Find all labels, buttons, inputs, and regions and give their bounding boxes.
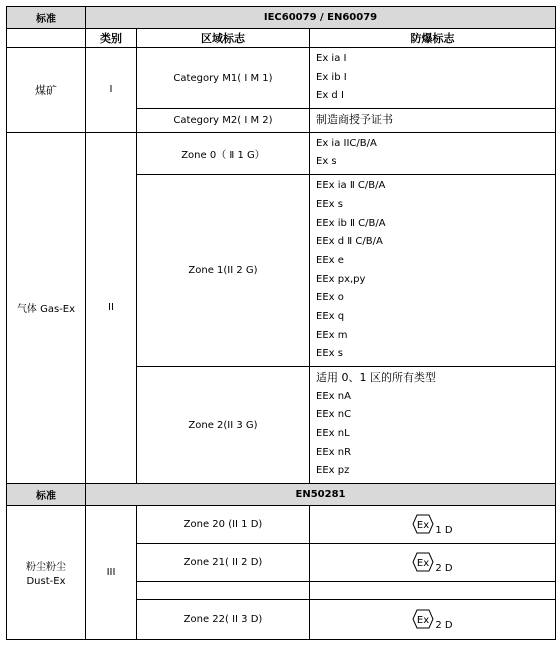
- dust-label-en: Dust-Ex: [26, 576, 66, 588]
- mark-line: EEx nL: [316, 428, 350, 440]
- mark-line: EEx o: [316, 292, 344, 304]
- category-column-header: 类别: [86, 29, 137, 48]
- mark-line: EEx ib Ⅱ C/B/A: [316, 217, 386, 229]
- dust-label: [7, 506, 86, 640]
- zone-column-header: 区域标志: [137, 29, 310, 48]
- explosion-protection-table: [6, 6, 556, 640]
- dust-label-cn: 粉尘粉尘: [26, 562, 66, 574]
- ex-subscript: 2 D: [435, 562, 453, 574]
- zone-cell: Zone 20 (II 1 D): [137, 506, 310, 544]
- mark-cell: [310, 48, 556, 109]
- mark-column-header: 防爆标志: [310, 29, 556, 48]
- standard-label: 标准: [7, 7, 86, 29]
- mark-line: EEx ia Ⅱ C/B/A: [316, 180, 386, 192]
- standard-label: 标准: [7, 484, 86, 506]
- mark-cell: [310, 367, 556, 484]
- zone-cell: Zone 0（ Ⅱ 1 G）: [137, 132, 310, 174]
- table-row: [7, 132, 556, 174]
- coal-category: I: [86, 48, 137, 133]
- mark-cell: [310, 506, 556, 544]
- table-row: [7, 48, 556, 109]
- zone-cell: Zone 2(II 3 G): [137, 367, 310, 484]
- mark-line: Ex ia IIC/B/A: [316, 137, 377, 149]
- mark-line: 适用 0、1 区的所有类型: [316, 371, 436, 384]
- mark-line: EEx s: [316, 198, 343, 210]
- gas-category: II: [86, 132, 137, 483]
- mark-line: EEx nA: [316, 390, 351, 402]
- standard-header-row: [7, 484, 556, 506]
- table-row: [7, 506, 556, 544]
- mark-line: Ex s: [316, 156, 337, 168]
- ex-hexagon-icon: [412, 552, 434, 572]
- ex-subscript: 1 D: [435, 524, 453, 536]
- zone-cell: Zone 21( II 2 D): [137, 544, 310, 582]
- zone-cell: Zone 22( II 3 D): [137, 600, 310, 640]
- mark-line: EEx pz: [316, 465, 350, 477]
- mark-line: Ex ib Ⅰ: [316, 71, 347, 83]
- mark-line: EEx m: [316, 329, 348, 341]
- mark-cell: [310, 544, 556, 582]
- mark-line: EEx nC: [316, 409, 352, 421]
- column-header-row: [7, 29, 556, 48]
- standard-value: EN50281: [86, 484, 556, 506]
- mark-line: EEx e: [316, 254, 344, 266]
- dust-category: III: [86, 506, 137, 640]
- empty-header-cell: [7, 29, 86, 48]
- mark-cell: [310, 132, 556, 174]
- ex-symbol-text: Ex: [417, 557, 430, 569]
- standard-value: IEC60079 / EN60079: [86, 7, 556, 29]
- empty-mark-cell: [310, 582, 556, 600]
- mark-line: EEx q: [316, 310, 345, 322]
- ex-symbol-text: Ex: [417, 614, 430, 626]
- mark-line: EEx s: [316, 348, 343, 360]
- mark-line: Ex d I: [316, 90, 344, 102]
- mark-cell: [310, 600, 556, 640]
- coal-label: 煤矿: [7, 48, 86, 133]
- ex-hexagon-icon: [412, 609, 434, 629]
- mark-line: Ex ia Ⅰ: [316, 53, 347, 64]
- ex-symbol-text: Ex: [417, 519, 430, 531]
- mark-cell: [310, 175, 556, 367]
- mark-line: EEx px,py: [316, 273, 366, 285]
- mark-line: EEx d Ⅱ C/B/A: [316, 236, 383, 248]
- mark-line: EEx nR: [316, 446, 352, 458]
- standard-header-row: [7, 7, 556, 29]
- mark-cell: [310, 109, 556, 133]
- zone-cell: Category M1( Ⅰ M 1): [137, 48, 310, 109]
- mark-line: 制造商授予证书: [316, 113, 393, 127]
- ex-hexagon-icon: [412, 514, 434, 534]
- empty-zone-cell: [137, 582, 310, 600]
- zone-cell: Zone 1(II 2 G): [137, 175, 310, 367]
- ex-subscript: 2 D: [435, 619, 453, 631]
- zone-cell: Category M2( Ⅰ M 2): [137, 109, 310, 133]
- gas-label: 气体 Gas-Ex: [7, 132, 86, 483]
